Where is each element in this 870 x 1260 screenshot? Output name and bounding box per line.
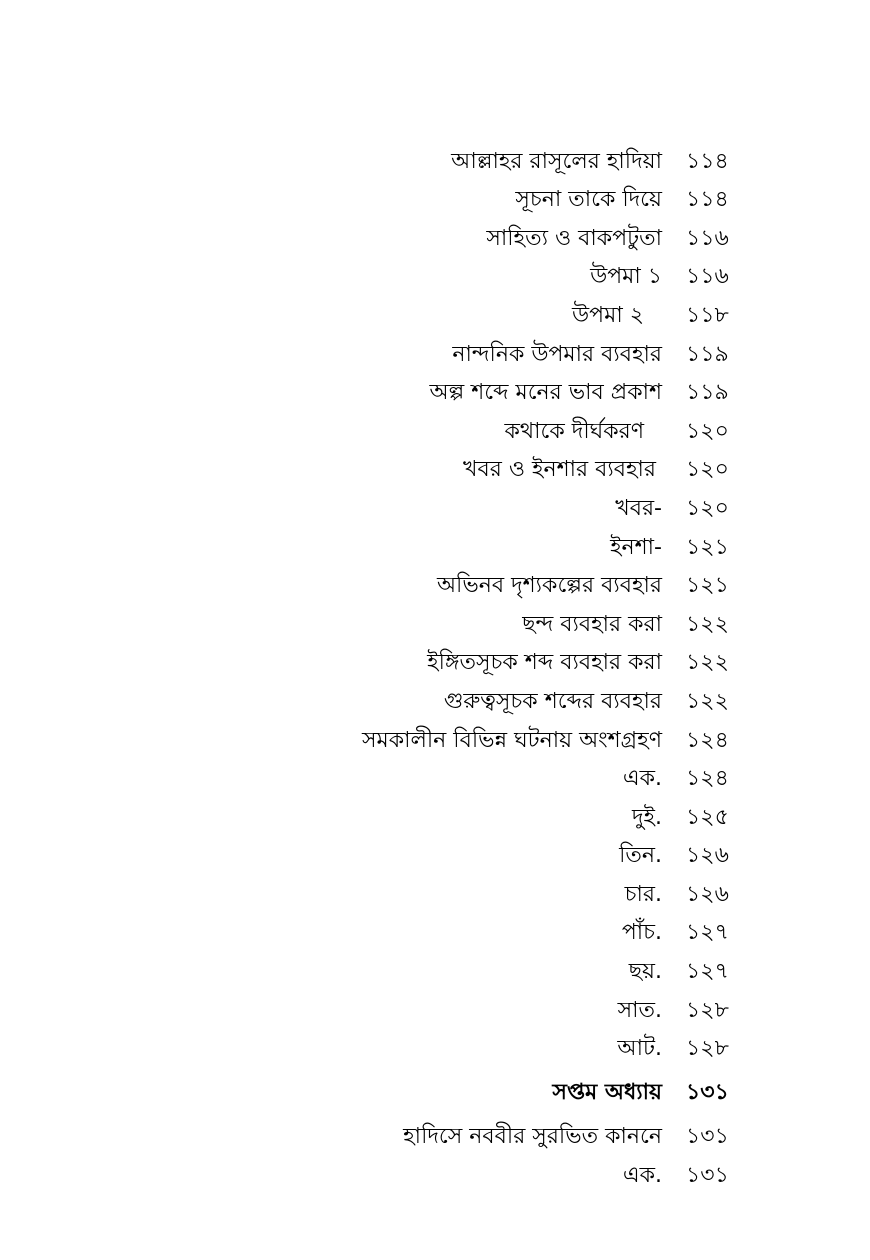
toc-entry: [0, 375, 870, 414]
toc-entry-page: ১২৮: [686, 1036, 729, 1062]
toc-entry-title: হাদিসে নববীর সুরভিত কাননে: [403, 1124, 662, 1150]
toc-entry-title: ছন্দ ব্যবহার করা: [522, 611, 662, 637]
toc-entry-title: পাঁচ.: [621, 920, 662, 946]
toc-entry-title: ছয়.: [628, 959, 662, 985]
toc-entry: [0, 992, 870, 1031]
toc-entry: [0, 529, 870, 568]
toc-entry: [0, 606, 870, 645]
toc-entry: [0, 722, 870, 761]
toc-entry-page: ১২০: [686, 418, 729, 444]
table-of-contents: [0, 143, 870, 1196]
toc-entry-title: চার.: [624, 881, 662, 907]
toc-entry: [0, 953, 870, 992]
toc-entry-page: ১২০: [686, 457, 729, 483]
toc-entry: [0, 143, 870, 182]
chapter-heading: [0, 1069, 870, 1113]
chapter-title: সপ্তম অধ্যায়: [552, 1080, 662, 1106]
toc-entry-title: উপমা ২: [572, 302, 644, 328]
toc-entry-page: ১২২: [686, 611, 729, 637]
toc-entry: [0, 220, 870, 259]
toc-entry: [0, 799, 870, 838]
toc-entry-page: ১৩১: [686, 1124, 729, 1150]
toc-entry-page: ১১৪: [686, 148, 729, 174]
toc-entry: [0, 490, 870, 529]
toc-entry-title: সমকালীন বিভিন্ন ঘটনায় অংশগ্রহণ: [361, 727, 662, 753]
toc-entry-page: ১১৯: [686, 380, 729, 406]
toc-entry-page: ১২৭: [686, 920, 729, 946]
toc-entry: [0, 1157, 870, 1196]
toc-entry-title: সূচনা তাকে দিয়ে: [515, 187, 662, 213]
toc-entry-title: দুই.: [632, 804, 662, 830]
toc-entry: [0, 645, 870, 684]
toc-entry: [0, 1031, 870, 1070]
toc-entry-title: আট.: [617, 1036, 662, 1062]
toc-entry-page: ১২৬: [686, 843, 729, 869]
toc-entry: [0, 259, 870, 298]
toc-entry-title: আল্লাহর রাসূলের হাদিয়া: [451, 148, 662, 174]
toc-entry-title: ইনশা-: [610, 534, 662, 560]
toc-entry-page: ১২৬: [686, 881, 729, 907]
toc-entry-title: সাত.: [617, 997, 662, 1023]
toc-entry-page: ১৩১: [686, 1162, 729, 1188]
toc-entry-page: ১২৮: [686, 997, 729, 1023]
toc-entry: [0, 336, 870, 375]
toc-entry: [0, 568, 870, 607]
toc-entry-page: ১১৮: [686, 302, 729, 328]
toc-entry-page: ১২২: [686, 688, 729, 714]
toc-entry-title: উপমা ১: [590, 264, 662, 290]
toc-entry-title: খবর-: [615, 495, 662, 521]
toc-entry-title: এক.: [622, 1162, 662, 1188]
toc-entry-page: ১২১: [686, 534, 729, 560]
toc-entry-title: অভিনব দৃশ্যকল্পের ব্যবহার: [436, 573, 662, 599]
toc-entry: [0, 182, 870, 221]
toc-entry-title: সাহিত্য ও বাকপটুতা: [486, 225, 662, 251]
toc-entry: [0, 1113, 870, 1157]
toc-entry-title: কথাকে দীর্ঘকরণ: [504, 418, 644, 444]
toc-entry: [0, 452, 870, 491]
toc-entry-page: ১২২: [686, 650, 729, 676]
toc-entry: [0, 413, 870, 452]
toc-entry-title: ইঙ্গিতসূচক শব্দ ব্যবহার করা: [427, 650, 662, 676]
toc-entry-title: এক.: [622, 766, 662, 792]
toc-entry-page: ১২০: [686, 495, 729, 521]
toc-entry-page: ১১৬: [686, 225, 729, 251]
toc-entry: [0, 683, 870, 722]
toc-entry: [0, 915, 870, 954]
toc-entry-page: ১১৬: [686, 264, 729, 290]
toc-entry-title: গুরুত্বসূচক শব্দের ব্যবহার: [443, 688, 662, 714]
toc-entry: [0, 297, 870, 336]
chapter-page: ১৩১: [686, 1080, 729, 1106]
toc-entry-page: ১২৪: [686, 727, 729, 753]
toc-entry-page: ১১৪: [686, 187, 729, 213]
toc-entry-page: ১১৯: [686, 341, 729, 367]
toc-entry: [0, 761, 870, 800]
toc-entry-title: তিন.: [619, 843, 662, 869]
toc-entry-title: নান্দনিক উপমার ব্যবহার: [452, 341, 662, 367]
toc-entry-page: ১২১: [686, 573, 729, 599]
toc-entry-page: ১২৪: [686, 766, 729, 792]
toc-entry-title: অল্প শব্দে মনের ভাব প্রকাশ: [429, 380, 662, 406]
toc-entry-title: খবর ও ইনশার ব্যবহার: [463, 457, 656, 483]
toc-entry-page: ১২৭: [686, 959, 729, 985]
toc-entry-page: ১২৫: [686, 804, 729, 830]
toc-entry: [0, 876, 870, 915]
toc-entry: [0, 838, 870, 877]
